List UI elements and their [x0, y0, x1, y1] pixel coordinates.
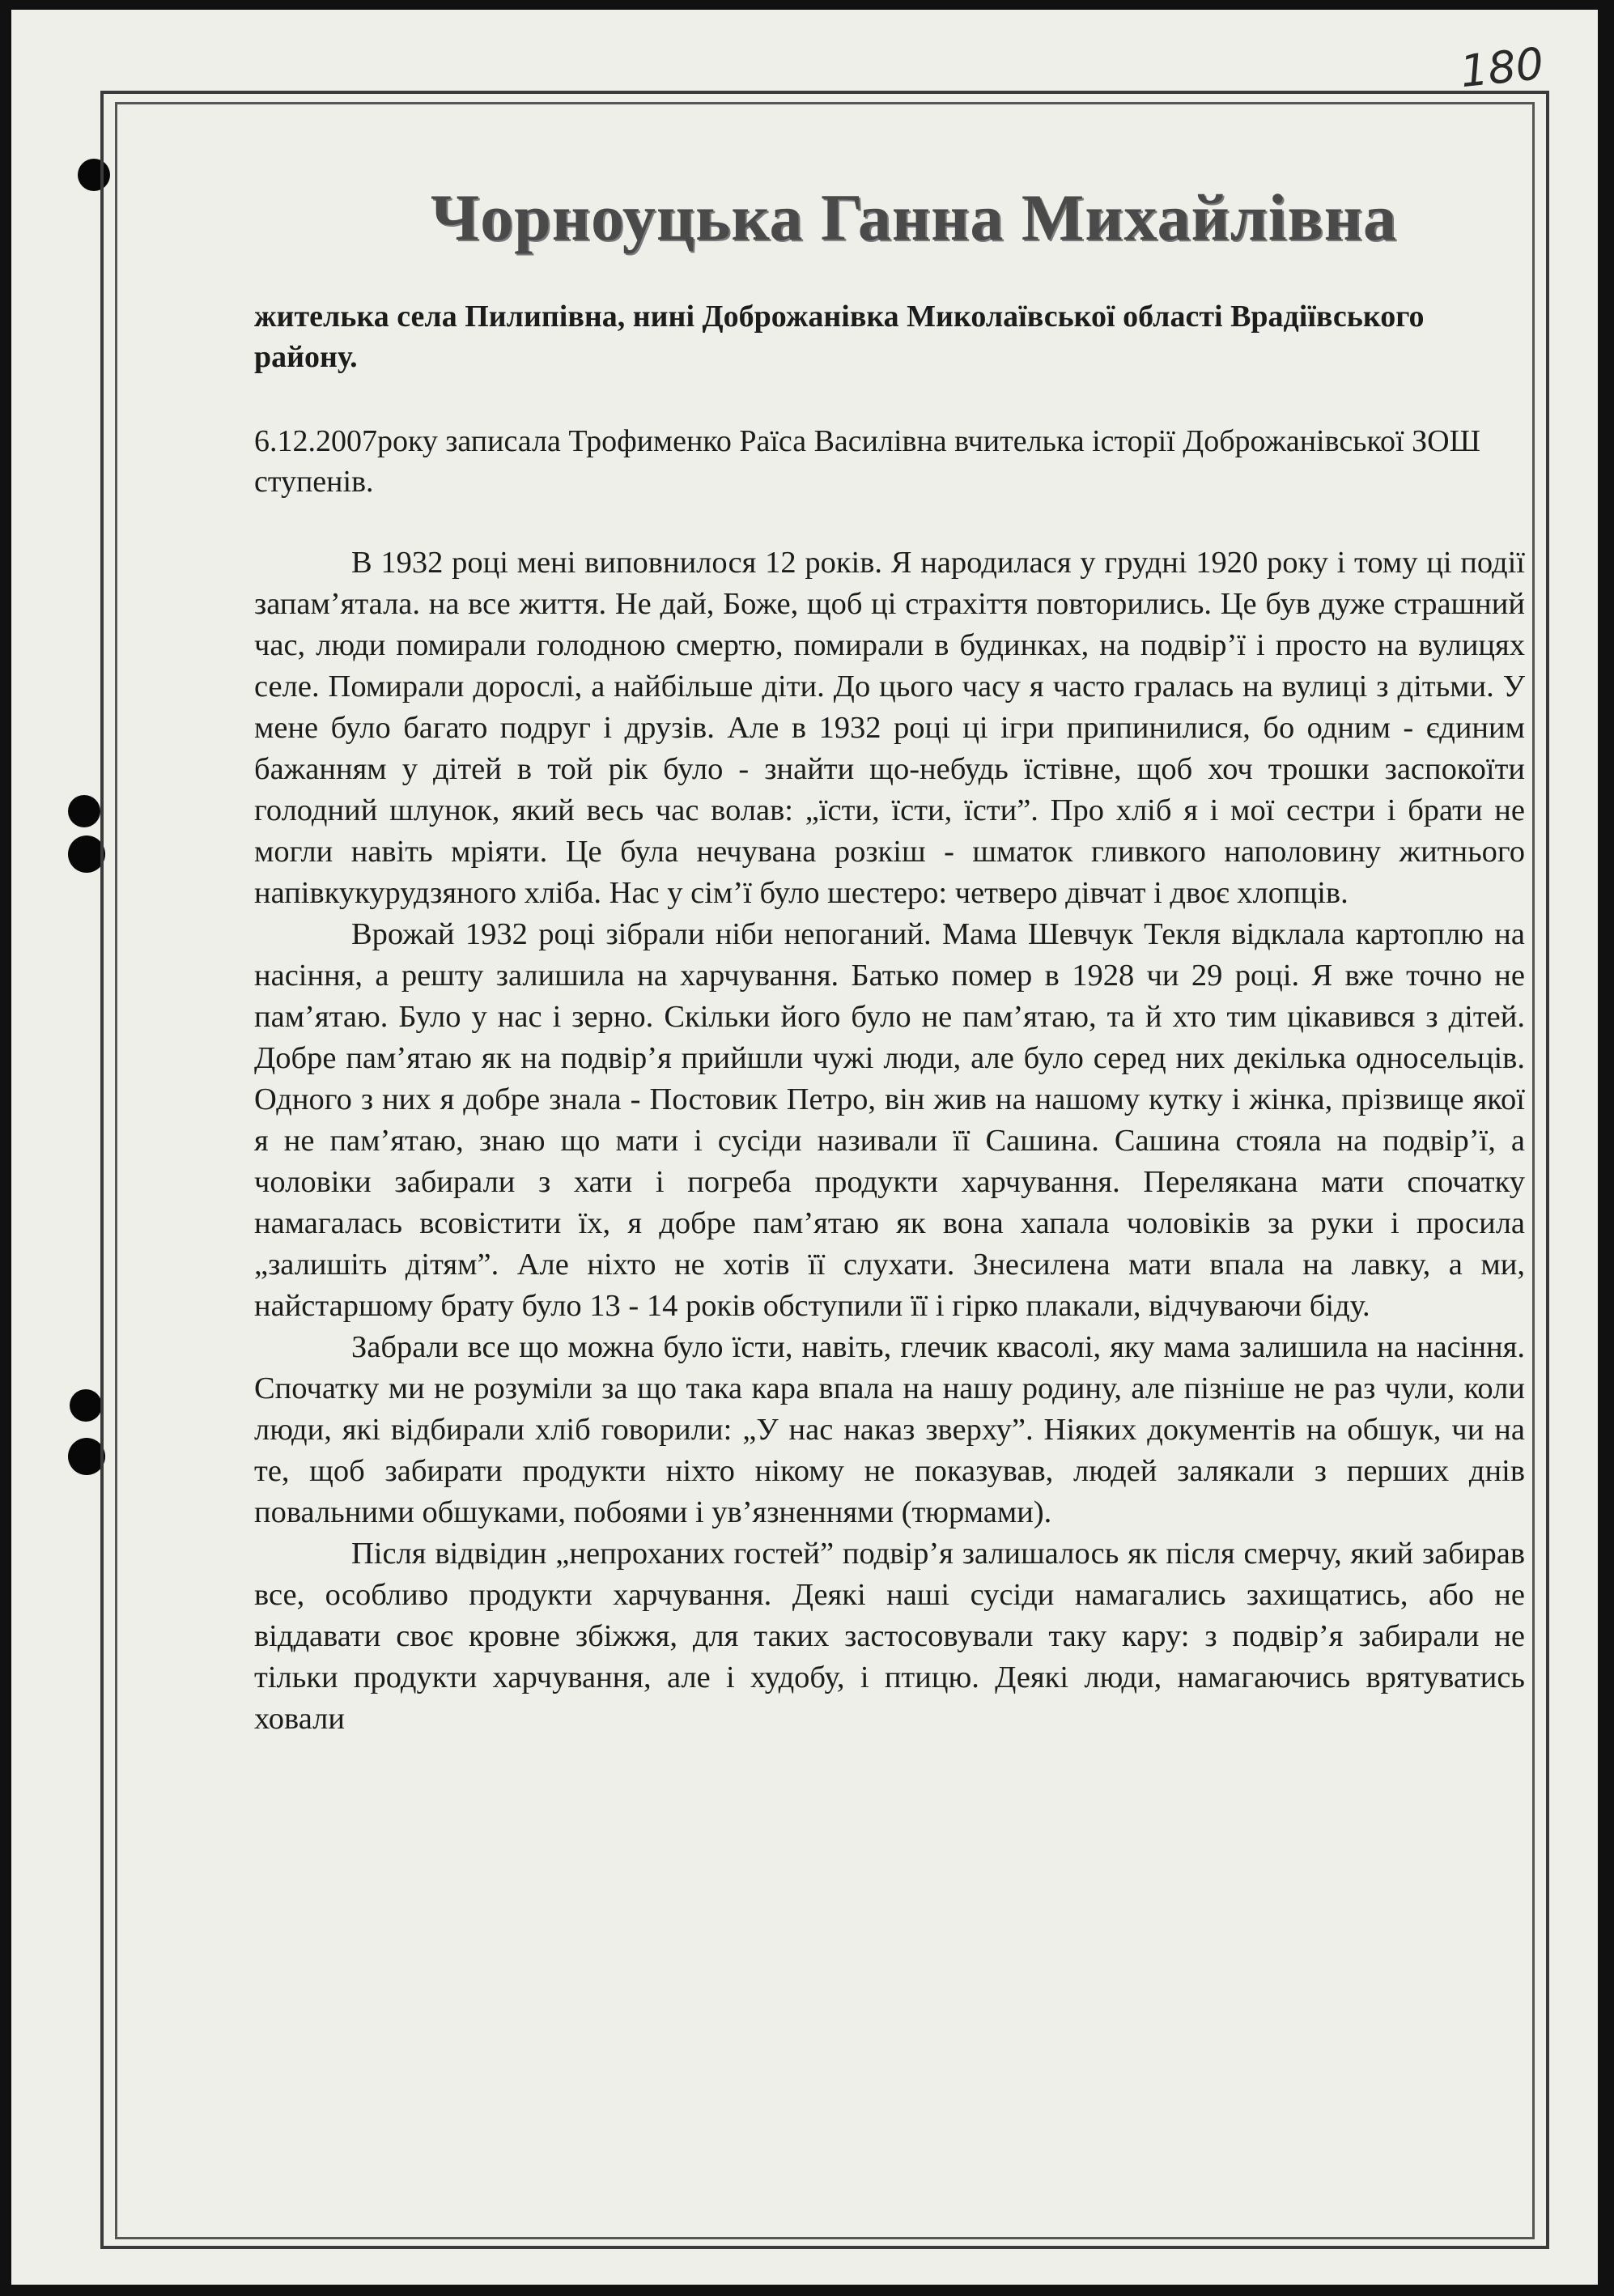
record-note: 6.12.2007року записала Трофименко Раїса Василівна вчителька історії Доброжанівської ЗОШ ступенів. — [254, 424, 1480, 499]
punch-hole — [68, 795, 100, 827]
paragraph: В 1932 році мені виповнилося 12 років. Я народилася у грудні 1920 року і тому ці події запам’ятала. на все життя. Не дай, Боже, щоб ці страхіття повторились. Це був дуже страшний час, люди помирали голодною смертю, помирали в будинках, на подвір’ї і просто на вулицях селе. Помирали дорослі, а найбільше діти. До цього часу я часто гралась на вулиці з дітьми. У мене було багато подруг і друзів. Але в 1932 році ці ігри припинилися, бо одним - єдиним бажанням у дітей в той рік було - знайти що-небудь їстівне, щоб хоч трошки заспокоїти голодний шлунок, який весь час волав: „їсти, їсти, їсти”. Про хліб я і мої сестри і брати не могли навіть мріяти. Це була нечувана розкіш - шматок гливкого наполовину житнього напівкукурудзяного хліба. Нас у сім’ї було шестеро: четверо дівчат і двоє хлопців. — [254, 546, 1525, 910]
document-subtitle: жителька села Пилипівна, нині Доброжанівка Миколаївської області Врадіївського району. — [254, 300, 1425, 374]
punch-hole — [70, 1389, 102, 1422]
paragraph: Врожай 1932 році зібрали ніби непоганий. Мама Шевчук Текля відклала картоплю на насіння, а решту залишила на харчування. Батько помер в 1928 чи 29 році. Я вже точно не пам’ятаю. Було у нас і зерно. Скільки його було не пам’ятаю, та й хто тим цікавився з дітей. Добре пам’ятаю як на подвір’я прийшли чужі люди, але було серед них декілька односельців. Одного з них я добре знала - Постовик Петро, він жив на нашому кутку і жінка, прізвище якої я не пам’ятаю, знаю що мати і сусіди називали її Сашина. Сашина стояла на подвір’ї, а чоловіки забирали з хати і погреба продукти харчування. Перелякана мати спочатку намагалась всовістити їх, я добре пам’ятаю як вона хапала чоловіків за руки і просила „залишіть дітям”. Але ніхто не хотів її слухати. Знесилена мати впала на лавку, а ми, найстаршому брату було 13 - 14 років обступили її і гірко плакали, відчуваючи біду. — [254, 917, 1525, 1323]
document-sheet — [11, 10, 1598, 2285]
paragraph: Забрали все що можна було їсти, навіть, глечик квасолі, яку мама залишила на насіння. Спочатку ми не розуміли за що така кара впала на нашу родину, але пізніше не раз чули, коли люди, які відбирали хліб говорили: „У нас наказ зверху”. Ніяких документів на обшук, чи на те, щоб забирати продукти ніхто нікому не показував, людей залякали з перших днів повальними обшуками, побоями і ув’язненнями (тюрмами). — [254, 1330, 1525, 1529]
page-number: 180 — [1457, 37, 1547, 98]
document-content — [254, 180, 1525, 1740]
paragraph: Після відвідин „непроханих гостей” подвір’я залишалось як після смерчу, який забирав все, особливо продукти харчування. Деякі наші сусіди намагались захищатись, або не віддавати своє кровне збіжжя, для таких застосовували таку кару: з подвір’я забирали не тільки продукти харчування, але і худобу, і птицю. Деякі люди, намагаючись врятуватись ховали — [254, 1537, 1525, 1736]
testimony-body — [254, 542, 1525, 1740]
document-title: Чорноуцька Ганна Михайлівна — [430, 181, 1398, 254]
